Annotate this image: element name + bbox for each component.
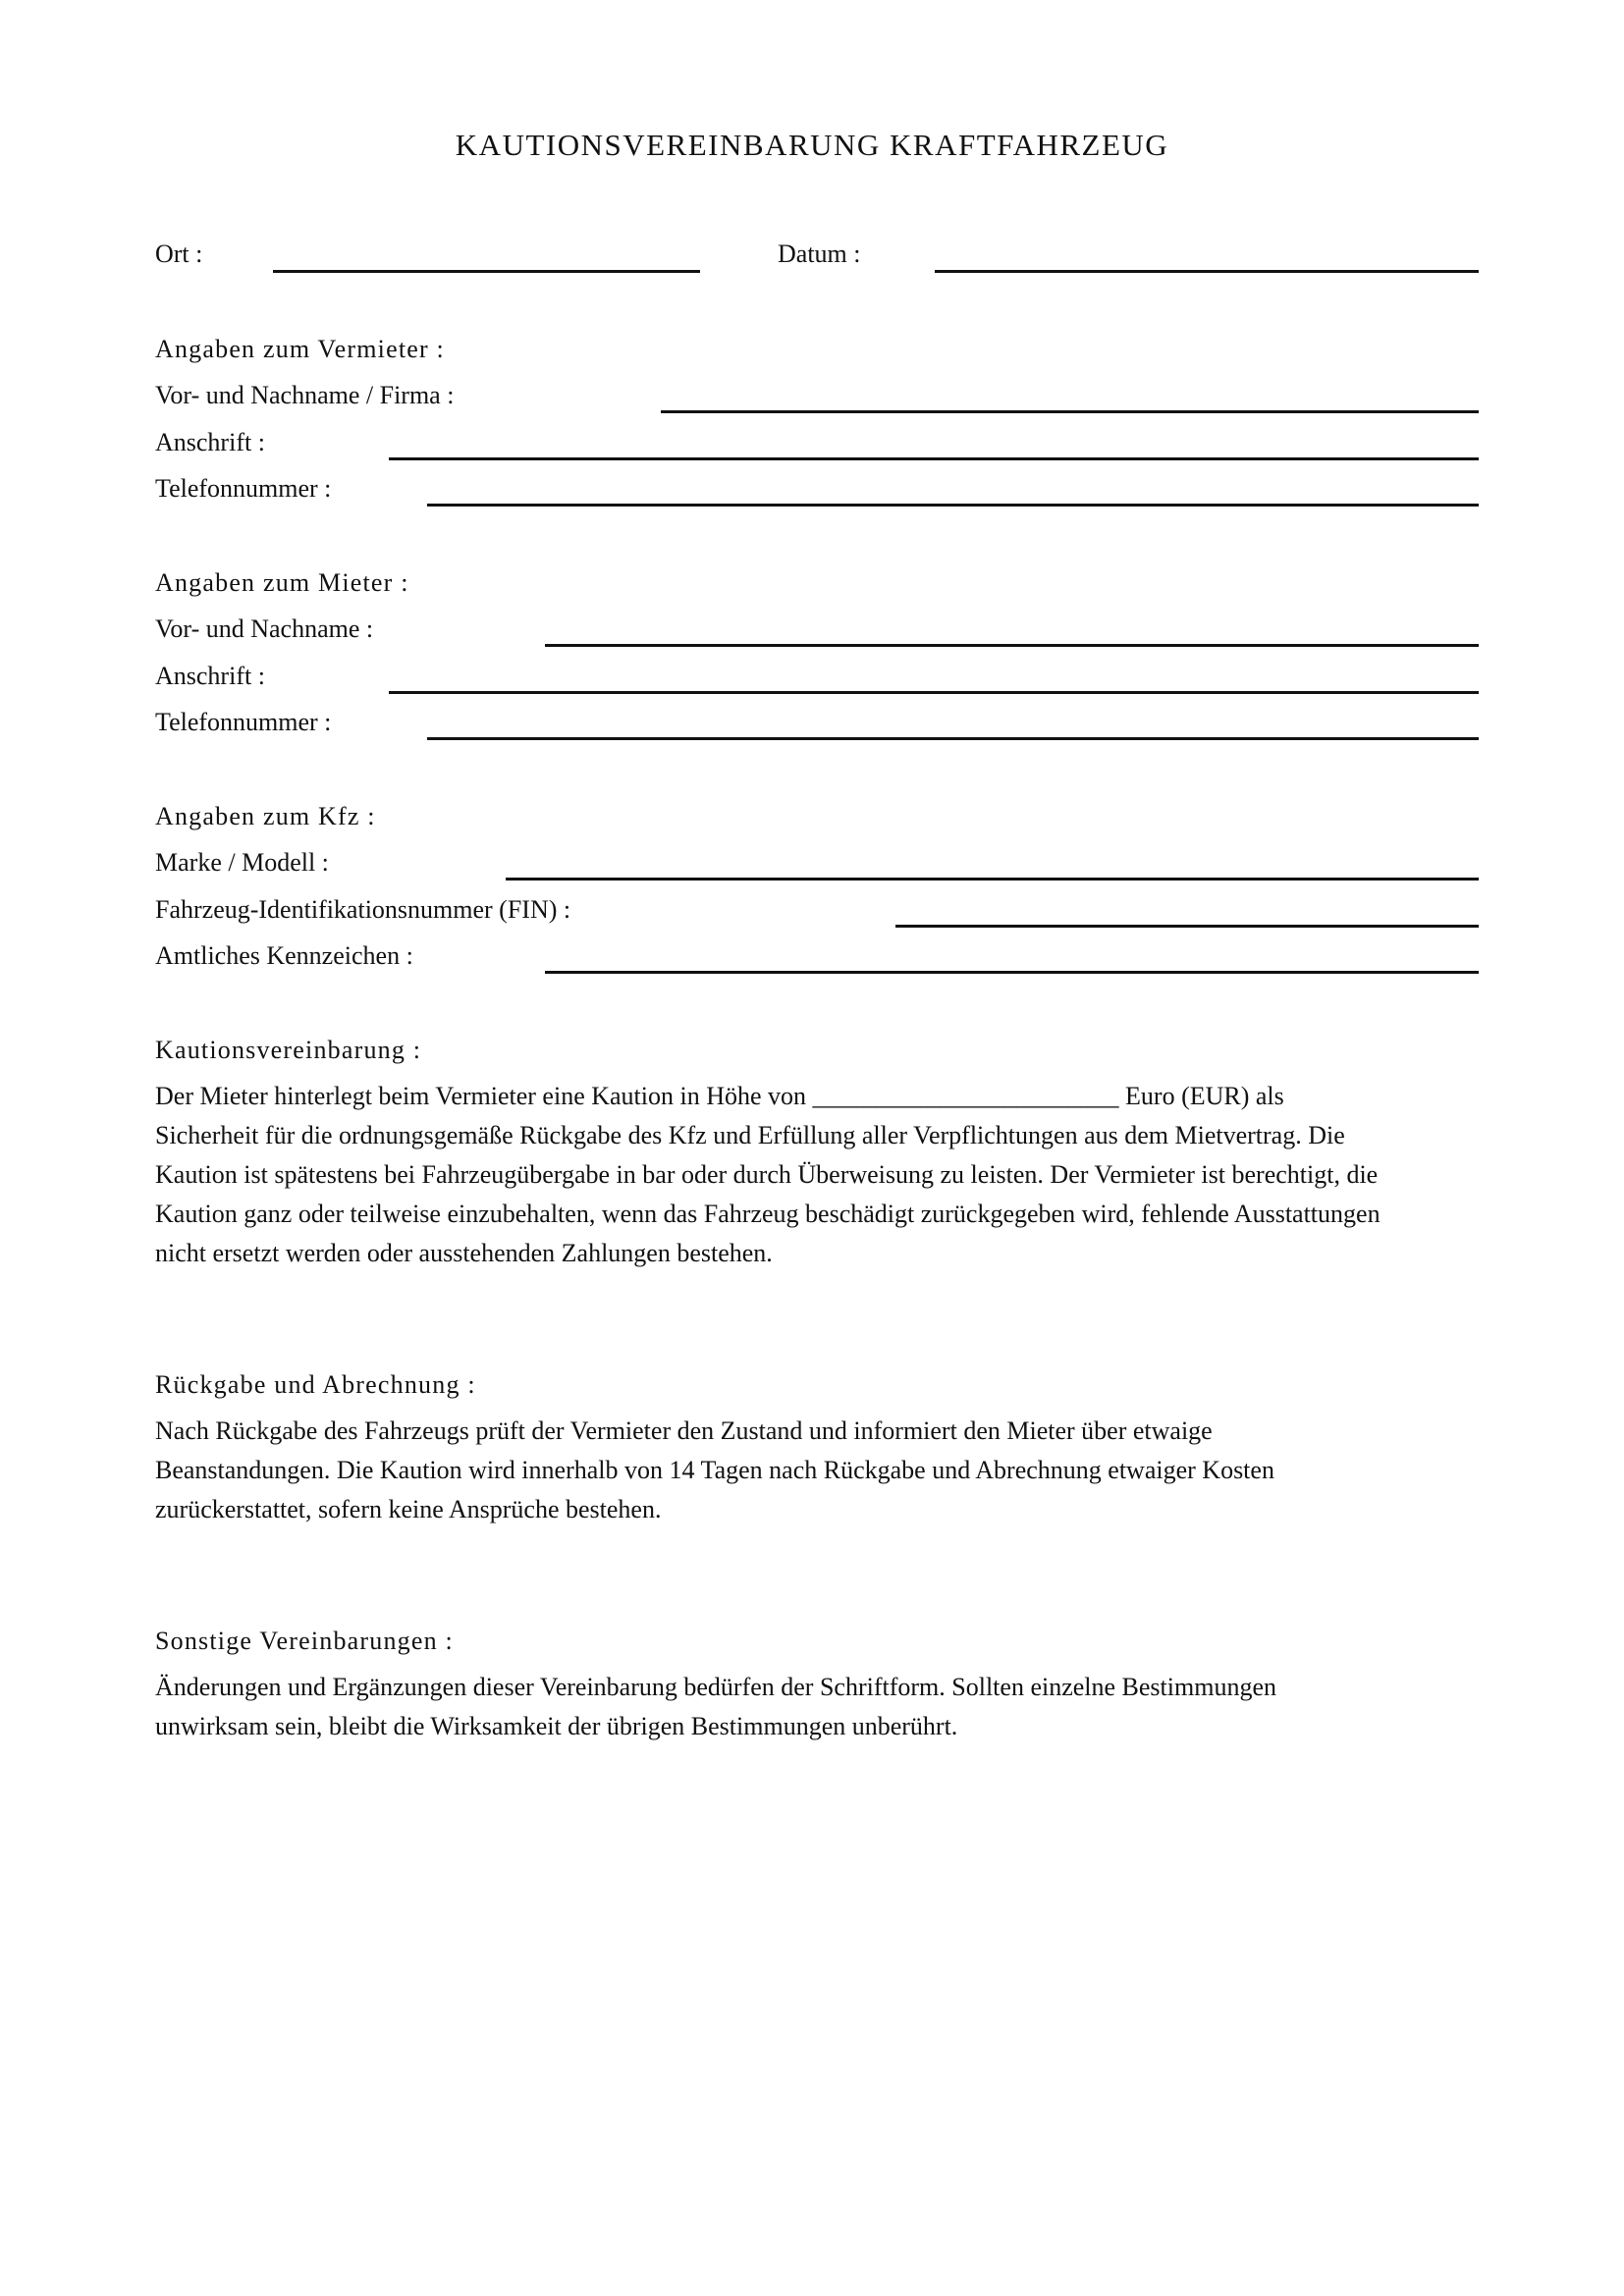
kfz-heading: Angaben zum Kfz : [155, 802, 376, 830]
datum-field-line[interactable] [935, 270, 1479, 273]
kaution-line: Kaution ganz oder teilweise einzubehalten, wenn das Fahrzeug beschädigt zurückgegeben wird, fehlende Ausstattungen [155, 1200, 1380, 1228]
kaution-line: nicht ersetzt werden oder ausstehenden Zahlungen bestehen. [155, 1239, 773, 1267]
kfz-kennzeichen-field-line[interactable] [545, 971, 1479, 974]
kaution-line: Der Mieter hinterlegt beim Vermieter eine Kaution in Höhe von ________________________ Euro (EUR) als [155, 1082, 1284, 1110]
mieter-name-field-line[interactable] [545, 644, 1479, 647]
kaution-heading: Kautionsvereinbarung : [155, 1036, 422, 1064]
mieter-telefon-field-line[interactable] [427, 737, 1479, 740]
mieter-name-label: Vor- und Nachname : [155, 614, 374, 643]
rueckgabe-paragraph [155, 1412, 1490, 1529]
mieter-anschrift-field-line[interactable] [389, 691, 1479, 694]
vermieter-name-field-line[interactable] [661, 410, 1479, 413]
kfz-kennzeichen-label: Amtliches Kennzeichen : [155, 941, 413, 970]
kfz-fin-field-line[interactable] [895, 925, 1479, 928]
sonstige-heading: Sonstige Vereinbarungen : [155, 1627, 454, 1655]
sonstige-line: unwirksam sein, bleibt die Wirksamkeit der übrigen Bestimmungen unberührt. [155, 1712, 958, 1740]
vermieter-anschrift-field-line[interactable] [389, 457, 1479, 460]
vermieter-name-label: Vor- und Nachname / Firma : [155, 381, 455, 409]
ort-field-line[interactable] [273, 270, 700, 273]
rueckgabe-line: zurückerstattet, sofern keine Ansprüche bestehen. [155, 1495, 662, 1523]
kaution-line: Sicherheit für die ordnungsgemäße Rückgabe des Kfz und Erfüllung aller Verpflichtungen aus dem Mietvertrag. Die [155, 1121, 1345, 1149]
kaution-paragraph [155, 1077, 1490, 1273]
mieter-heading: Angaben zum Mieter : [155, 568, 409, 597]
mieter-anschrift-label: Anschrift : [155, 662, 265, 690]
vermieter-telefon-field-line[interactable] [427, 504, 1479, 507]
rueckgabe-line: Nach Rückgabe des Fahrzeugs prüft der Vermieter den Zustand und informiert den Mieter über etwaige [155, 1416, 1213, 1445]
ort-label: Ort : [155, 240, 203, 268]
rueckgabe-line: Beanstandungen. Die Kaution wird innerhalb von 14 Tagen nach Rückgabe und Abrechnung etwaiger Kosten [155, 1456, 1274, 1484]
kfz-marke-label: Marke / Modell : [155, 848, 329, 877]
datum-label: Datum : [778, 240, 861, 268]
kaution-line: Kaution ist spätestens bei Fahrzeugübergabe in bar oder durch Überweisung zu leisten. Der Vermieter ist berechtigt, die [155, 1160, 1379, 1189]
kfz-marke-field-line[interactable] [506, 878, 1479, 881]
vermieter-heading: Angaben zum Vermieter : [155, 335, 445, 363]
sonstige-paragraph [155, 1668, 1490, 1746]
document-title: KAUTIONSVEREINBARUNG KRAFTFAHRZEUG [455, 128, 1169, 162]
sonstige-line: Änderungen und Ergänzungen dieser Vereinbarung bedürfen der Schriftform. Sollten einzelne Bestimmungen [155, 1673, 1276, 1701]
mieter-telefon-label: Telefonnummer : [155, 708, 332, 736]
vermieter-anschrift-label: Anschrift : [155, 428, 265, 456]
rueckgabe-heading: Rückgabe und Abrechnung : [155, 1370, 476, 1399]
kfz-fin-label: Fahrzeug-Identifikationsnummer (FIN) : [155, 895, 571, 924]
vermieter-telefon-label: Telefonnummer : [155, 474, 332, 503]
